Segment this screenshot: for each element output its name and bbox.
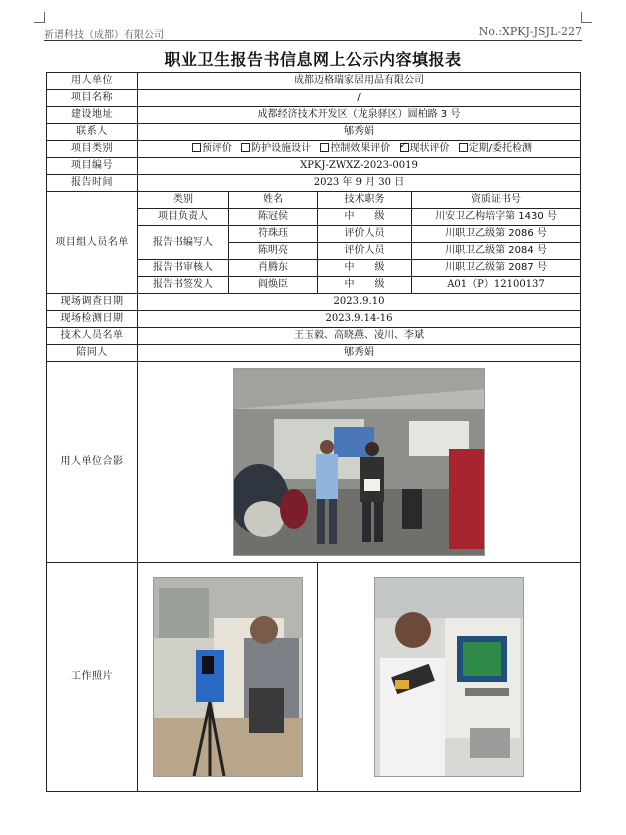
test-date-label: 现场检测日期	[47, 311, 138, 328]
checkbox-checked-icon	[400, 143, 409, 152]
escort-value: 郇秀娟	[138, 345, 581, 362]
group-photo-image	[233, 368, 485, 556]
checkbox-icon	[320, 143, 329, 152]
team-cert: 川职卫乙级第 2087 号	[412, 260, 581, 277]
team-cert: 川职卫乙级第 2086 号	[412, 226, 581, 243]
group-photo-label: 用人单位合影	[47, 362, 138, 563]
test-date-value: 2023.9.14-16	[138, 311, 581, 328]
report-date-value: 2023 年 9 月 30 日	[138, 175, 581, 192]
corner-mark-right	[581, 12, 592, 23]
team-header: 类别	[138, 192, 229, 209]
checkbox-icon	[459, 143, 468, 152]
work-photo-cell-left	[138, 563, 318, 792]
contact-label: 联系人	[47, 124, 138, 141]
escort-label: 陪同人	[47, 345, 138, 362]
work-photo-label: 工作照片	[47, 563, 138, 792]
work-photo-cell-right	[318, 563, 581, 792]
checkbox-icon	[241, 143, 250, 152]
team-title: 评价人员	[318, 243, 412, 260]
team-name: 陈明亮	[229, 243, 318, 260]
team-header: 技术职务	[318, 192, 412, 209]
project-no-value: XPKJ-ZWXZ-2023-0019	[138, 158, 581, 175]
document-number: No.:XPKJ-JSJL-227	[478, 25, 582, 38]
tech-staff-value: 王玉毅、高晓燕、凌川、李斌	[138, 328, 581, 345]
team-name: 符珠珏	[229, 226, 318, 243]
checkbox-icon	[192, 143, 201, 152]
team-cert: 川职卫乙级第 2084 号	[412, 243, 581, 260]
employer-value: 成都迈格瑞家居用品有限公司	[138, 73, 581, 90]
project-name-label: 项目名称	[47, 90, 138, 107]
report-date-label: 报告时间	[47, 175, 138, 192]
header-rule	[44, 40, 582, 41]
company-header: 祈谱科技（成都）有限公司	[44, 30, 164, 41]
team-header: 姓名	[229, 192, 318, 209]
tech-staff-label: 技术人员名单	[47, 328, 138, 345]
category-options	[138, 141, 581, 158]
category-option[interactable]: 预评价	[186, 143, 232, 154]
work-photo-left-image	[153, 577, 303, 777]
employer-label: 用人单位	[47, 73, 138, 90]
category-option[interactable]: 防护设施设计	[235, 143, 311, 154]
team-title: 中 级	[318, 277, 412, 294]
category-option[interactable]: 控制效果评价	[314, 143, 390, 154]
category-label: 项目类别	[47, 141, 138, 158]
address-label: 建设地址	[47, 107, 138, 124]
survey-date-label: 现场调查日期	[47, 294, 138, 311]
page-title: 职业卫生报告书信息网上公示内容填报表	[164, 50, 462, 69]
team-name: 陈冠侯	[229, 209, 318, 226]
team-role: 报告书审核人	[138, 260, 229, 277]
team-role: 报告书签发人	[138, 277, 229, 294]
project-no-label: 项目编号	[47, 158, 138, 175]
work-photo-right-image	[374, 577, 524, 777]
team-header: 资质证书号	[412, 192, 581, 209]
team-label: 项目组人员名单	[47, 192, 138, 294]
corner-mark-left	[34, 12, 45, 23]
team-cert: 川安卫乙构培字第 1430 号	[412, 209, 581, 226]
address-value: 成都经济技术开发区（龙泉驿区）圆柏路 3 号	[138, 107, 581, 124]
category-option[interactable]: 定期/委托检测	[453, 143, 532, 154]
survey-date-value: 2023.9.10	[138, 294, 581, 311]
team-role: 报告书编写人	[138, 226, 229, 260]
team-name: 肖腾东	[229, 260, 318, 277]
category-option[interactable]: ✓ 现状评价	[394, 143, 450, 154]
form-table	[46, 72, 581, 792]
team-title: 中 级	[318, 209, 412, 226]
team-title: 评价人员	[318, 226, 412, 243]
project-name-value: /	[138, 90, 581, 107]
group-photo-cell	[138, 362, 581, 563]
team-cert: A01（P）12100137	[412, 277, 581, 294]
team-name: 阎焕臣	[229, 277, 318, 294]
contact-value: 郇秀娟	[138, 124, 581, 141]
team-role: 项目负责人	[138, 209, 229, 226]
team-title: 中 级	[318, 260, 412, 277]
